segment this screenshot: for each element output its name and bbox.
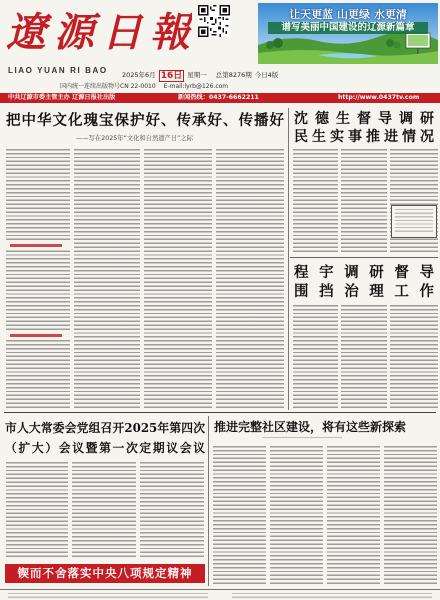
lead-subhead-marker (6, 241, 70, 250)
banner-tagline: 谱写美丽中国建设的辽源新篇章 (268, 22, 428, 34)
renda-headline-line1: 市人大常委会党组召开2025年第四次 (5, 421, 205, 435)
issue-serial-row (60, 83, 228, 91)
cheng-article-column (390, 305, 438, 408)
community-article-column (384, 446, 437, 585)
publisher-text: 中共辽源市委主管主办 辽源日报社出版 (8, 94, 116, 101)
shen-inset-text (395, 209, 433, 234)
shen-headline-line1: 沈德生督导调研 (294, 111, 434, 127)
hotline-text: 新闻热线：0437-6662211 (178, 94, 259, 101)
masthead-pinyin: LIAO YUAN RI BAO (8, 66, 108, 75)
lead-subtitle: ——写在2025年“文化和自然遗产日”之际 (76, 135, 194, 142)
community-headline: 推进完整社区建设，将有这些新探索 (214, 420, 407, 434)
column-banner: 锲而不舍落实中央八项规定精神 (5, 564, 205, 583)
community-article-column (270, 446, 323, 585)
cheng-article-column (341, 305, 387, 408)
issue-date-row (122, 70, 278, 81)
cheng-headline-line2: 围挡治理工作 (294, 283, 434, 300)
renda-headline-line2: （扩大）会议暨第一次定期议会议 (5, 441, 205, 455)
community-byline (262, 437, 342, 440)
footer-text (8, 593, 208, 599)
issue-serial: 国内统一连续出版物号CN 22-0010 (60, 83, 156, 90)
lead-headline: 把中华文化瑰宝保护好、传承好、传播好 (6, 112, 284, 129)
banner-slogan: 让天更蓝 山更绿 水更清 (289, 8, 407, 21)
shen-article-column (341, 149, 387, 253)
cheng-article-column (293, 305, 338, 408)
section-divider (290, 257, 438, 258)
info-bar (0, 93, 440, 103)
masthead-logo: 遼源日報 (6, 9, 192, 56)
website-text: http://www.0437tv.com (338, 94, 420, 101)
page-fold-divider (4, 412, 436, 413)
qr-code-icon (198, 5, 230, 37)
renda-article-column (72, 462, 136, 559)
shen-article-column (293, 149, 338, 253)
column-divider (208, 416, 209, 586)
issue-pages: 今日4版 (254, 71, 279, 79)
community-article-column (213, 446, 266, 585)
renda-article-column (140, 462, 204, 559)
lead-article-column (74, 149, 140, 408)
renda-article-column (6, 462, 68, 559)
community-article-column (327, 446, 380, 585)
lead-article-column (6, 149, 70, 408)
footer-text (232, 593, 432, 599)
cheng-headline-line1: 程宇调研督导 (294, 264, 434, 281)
page-footer (0, 589, 440, 600)
issue-weekday: 星期一 (187, 71, 207, 79)
issue-number: 总第8276期 (215, 71, 252, 79)
shen-inset-box (391, 205, 437, 238)
promo-banner (258, 3, 438, 64)
column-divider (288, 108, 289, 410)
lead-article-column (216, 149, 284, 408)
shen-headline-line2: 民生实事推进情况 (294, 129, 434, 145)
issue-day: 16日 (160, 70, 183, 81)
issue-email: E-mail:lyrb@126.com (163, 83, 229, 90)
issue-date: 2025年6月 (122, 71, 156, 79)
lead-subhead-marker (6, 331, 70, 340)
lead-article-column (144, 149, 212, 408)
